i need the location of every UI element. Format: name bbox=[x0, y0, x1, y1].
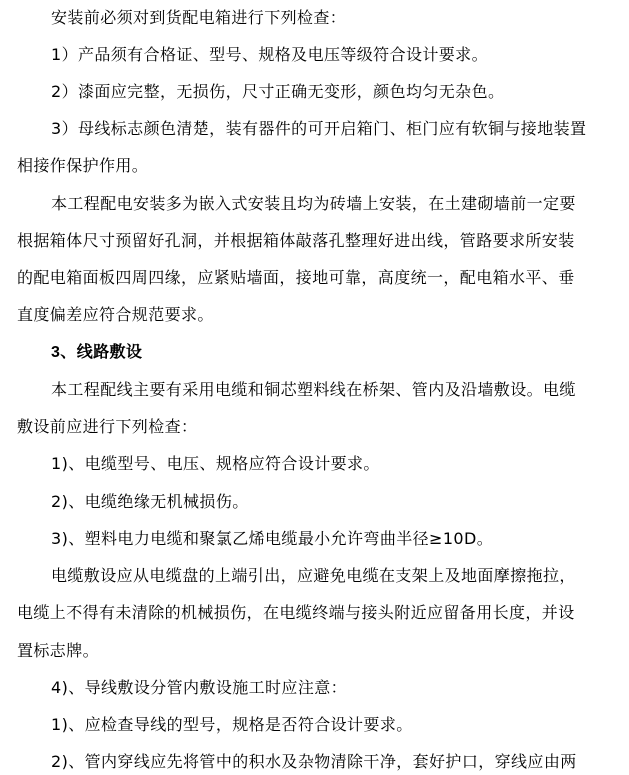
list-item-busbar-marking-cont: 相接作保护作用。 bbox=[17, 156, 149, 175]
paragraph-cable-laying-cont-2: 置标志牌。 bbox=[17, 641, 100, 660]
list-item-conduit-wiring: 4)、导线敷设分管内敷设施工时应注意： bbox=[51, 678, 348, 697]
paragraph-distribution-install-cont-2: 的配电箱面板四周四缘，应紧贴墙面，接地可靠，高度统一，配电箱水平、垂 bbox=[17, 268, 575, 287]
paragraph-distribution-install-cont-3: 直度偏差应符合规范要求。 bbox=[17, 305, 214, 324]
section-heading-wiring: 3、线路敷设 bbox=[51, 344, 143, 361]
paragraph-cable-laying: 电缆敷设应从电缆盘的上端引出，应避免电缆在支架上及地面摩擦拖拉， bbox=[51, 566, 576, 585]
list-item-bending-radius: 3)、塑料电力电缆和聚氯乙烯电缆最小允许弯曲半径≥10D。 bbox=[51, 529, 494, 548]
paragraph-distribution-install-cont-1: 根据箱体尺寸预留好孔洞，并根据箱体敲落孔整理好进出线，管路要求所安装 bbox=[17, 231, 575, 250]
paragraph-wiring-intro-cont: 敷设前应进行下列检查： bbox=[17, 417, 198, 436]
list-item-certificate: 1）产品须有合格证、型号、规格及电压等级符合设计要求。 bbox=[51, 45, 488, 64]
list-item-paint-surface: 2）漆面应完整，无损伤，尺寸正确无变形，颜色均匀无杂色。 bbox=[51, 82, 505, 101]
paragraph-cable-laying-cont-1: 电缆上不得有未清除的机械损伤，在电缆终端与接头附近应留备用长度，并设 bbox=[17, 603, 575, 622]
paragraph-wiring-intro: 本工程配线主要有采用电缆和铜芯塑料线在桥架、管内及沿墙敷设。电缆 bbox=[51, 380, 576, 399]
paragraph-intro-check: 安装前必须对到货配电箱进行下列检查： bbox=[51, 8, 347, 27]
paragraph-distribution-install: 本工程配电安装多为嵌入式安装且均为砖墙上安装，在土建砌墙前一定要 bbox=[51, 194, 576, 213]
list-item-busbar-marking: 3）母线标志颜色清楚，装有器件的可开启箱门、柜门应有软铜与接地装置 bbox=[51, 119, 587, 138]
list-item-cable-model: 1)、电缆型号、电压、规格应符合设计要求。 bbox=[51, 454, 380, 473]
list-item-cable-insulation: 2)、电缆绝缘无机械损伤。 bbox=[51, 492, 249, 511]
list-item-check-wire-model: 1)、应检查导线的型号，规格是否符合设计要求。 bbox=[51, 715, 413, 734]
list-item-clean-conduit: 2)、管内穿线应先将管中的积水及杂物清除干净，套好护口，穿线应由两 bbox=[51, 752, 577, 771]
